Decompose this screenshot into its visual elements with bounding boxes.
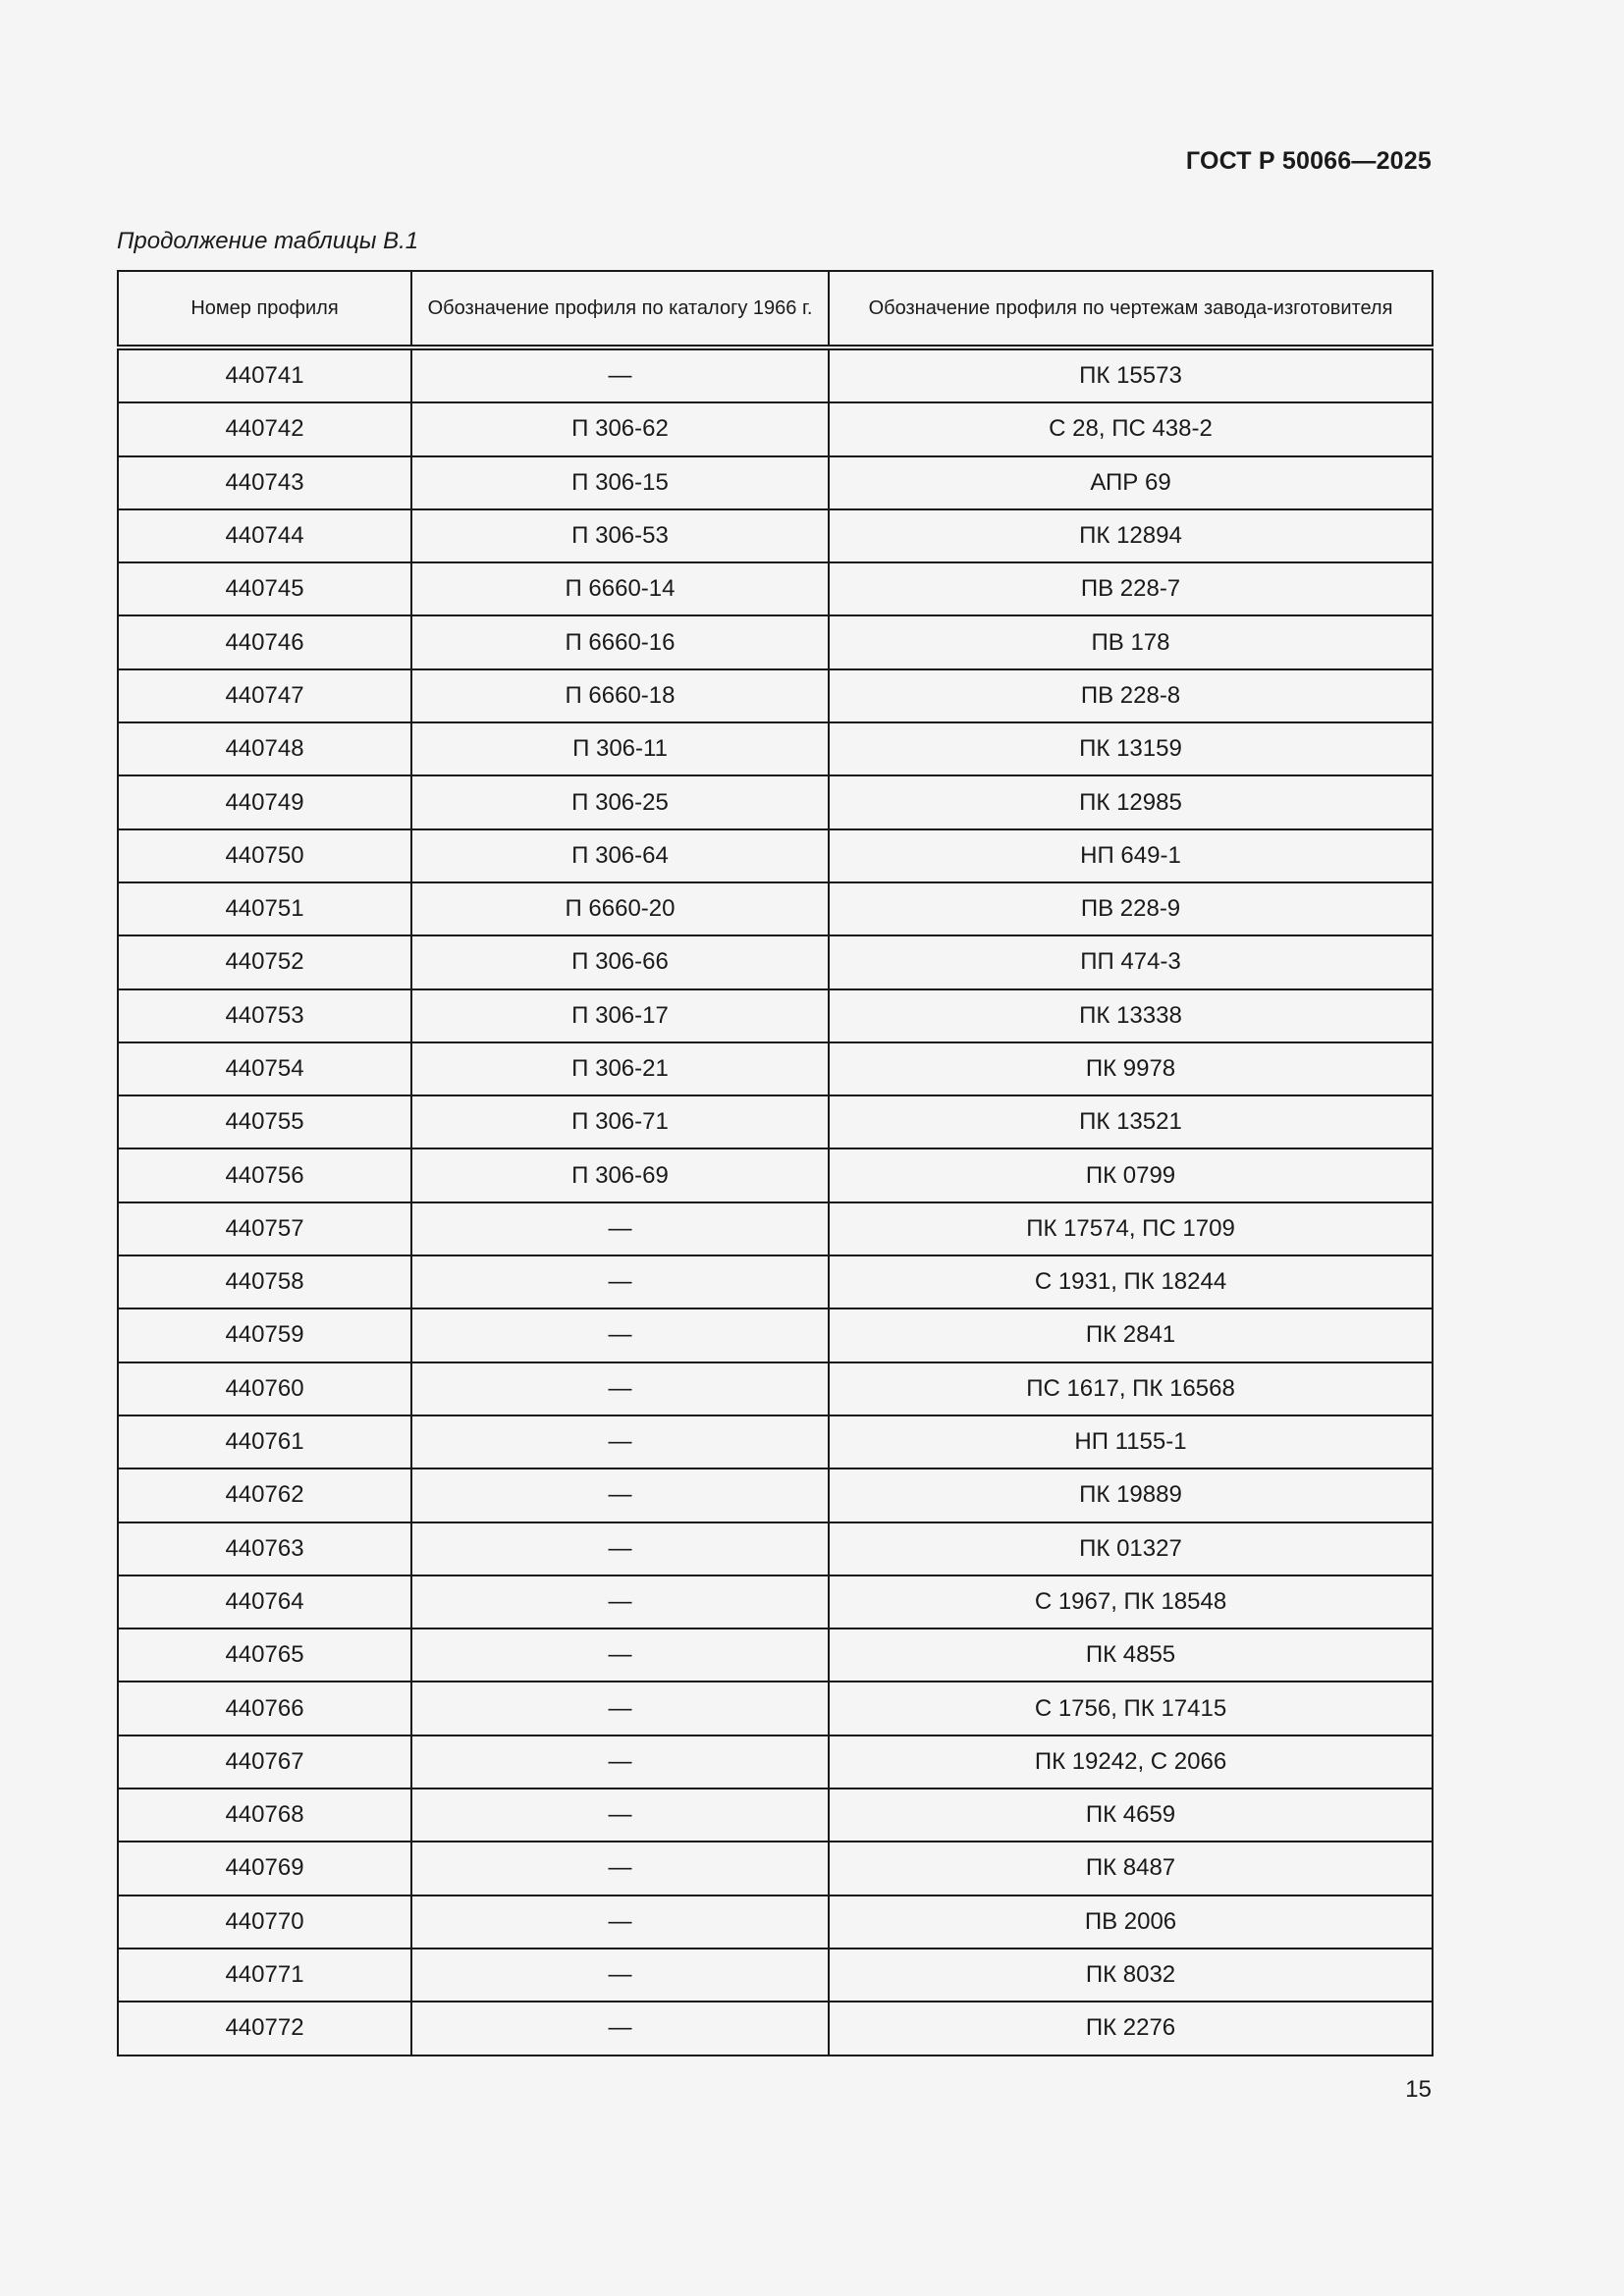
cell-factory-drawing: ПВ 228-7 [829, 562, 1433, 615]
cell-catalog-1966: — [411, 1202, 829, 1255]
cell-catalog-1966: — [411, 1362, 829, 1415]
cell-profile-number: 440759 [118, 1308, 411, 1362]
table-row [118, 1362, 1433, 1415]
cell-profile-number: 440761 [118, 1415, 411, 1468]
cell-factory-drawing: С 1931, ПК 18244 [829, 1255, 1433, 1308]
cell-factory-drawing: ПК 8032 [829, 1949, 1433, 2002]
cell-factory-drawing: НП 1155-1 [829, 1415, 1433, 1468]
cell-catalog-1966: П 306-21 [411, 1042, 829, 1095]
standard-designation: ГОСТ Р 50066—2025 [1185, 147, 1432, 175]
table-row [118, 1308, 1433, 1362]
table-header [118, 271, 1433, 347]
cell-profile-number: 440753 [118, 989, 411, 1042]
cell-profile-number: 440765 [118, 1629, 411, 1682]
cell-factory-drawing: ПК 4855 [829, 1629, 1433, 1682]
table-row [118, 2002, 1433, 2055]
table-row [118, 1148, 1433, 1201]
cell-profile-number: 440769 [118, 1842, 411, 1895]
cell-profile-number: 440770 [118, 1896, 411, 1949]
table-row [118, 1629, 1433, 1682]
cell-catalog-1966: П 306-15 [411, 456, 829, 509]
cell-factory-drawing: ПК 15573 [829, 347, 1433, 402]
table-row [118, 1949, 1433, 2002]
cell-catalog-1966: — [411, 347, 829, 402]
cell-catalog-1966: — [411, 1842, 829, 1895]
table-row [118, 775, 1433, 828]
cell-catalog-1966: — [411, 2002, 829, 2055]
cell-catalog-1966: — [411, 1682, 829, 1735]
cell-catalog-1966: П 306-69 [411, 1148, 829, 1201]
table-row [118, 722, 1433, 775]
table-row [118, 1042, 1433, 1095]
cell-catalog-1966: — [411, 1896, 829, 1949]
cell-factory-drawing: ПК 12894 [829, 509, 1433, 562]
cell-profile-number: 440767 [118, 1735, 411, 1789]
cell-factory-drawing: ПВ 228-8 [829, 669, 1433, 722]
table-row [118, 1255, 1433, 1308]
table-row [118, 456, 1433, 509]
cell-profile-number: 440743 [118, 456, 411, 509]
cell-profile-number: 440756 [118, 1148, 411, 1201]
table-row [118, 1468, 1433, 1522]
cell-profile-number: 440764 [118, 1575, 411, 1629]
cell-profile-number: 440754 [118, 1042, 411, 1095]
table-row [118, 347, 1433, 402]
table-row [118, 882, 1433, 935]
cell-catalog-1966: П 306-64 [411, 829, 829, 882]
cell-factory-drawing: ПК 17574, ПС 1709 [829, 1202, 1433, 1255]
cell-catalog-1966: П 6660-20 [411, 882, 829, 935]
cell-factory-drawing: ПП 474-3 [829, 935, 1433, 988]
cell-profile-number: 440758 [118, 1255, 411, 1308]
cell-catalog-1966: — [411, 1949, 829, 2002]
cell-profile-number: 440757 [118, 1202, 411, 1255]
cell-factory-drawing: ПК 01327 [829, 1522, 1433, 1575]
cell-catalog-1966: — [411, 1255, 829, 1308]
column-header-factory-drawing: Обозначение профиля по чертежам завода-изготовителя [829, 271, 1433, 347]
table-body [118, 347, 1433, 2056]
cell-catalog-1966: П 6660-16 [411, 615, 829, 668]
cell-factory-drawing: ПК 13338 [829, 989, 1433, 1042]
table-row [118, 1789, 1433, 1842]
cell-profile-number: 440749 [118, 775, 411, 828]
cell-catalog-1966: П 306-11 [411, 722, 829, 775]
cell-profile-number: 440766 [118, 1682, 411, 1735]
cell-factory-drawing: С 28, ПС 438-2 [829, 402, 1433, 455]
table-row [118, 829, 1433, 882]
cell-catalog-1966: П 6660-18 [411, 669, 829, 722]
cell-profile-number: 440752 [118, 935, 411, 988]
cell-factory-drawing: АПР 69 [829, 456, 1433, 509]
cell-profile-number: 440751 [118, 882, 411, 935]
cell-profile-number: 440748 [118, 722, 411, 775]
cell-profile-number: 440744 [118, 509, 411, 562]
cell-profile-number: 440763 [118, 1522, 411, 1575]
cell-profile-number: 440768 [118, 1789, 411, 1842]
table-row [118, 1896, 1433, 1949]
cell-catalog-1966: — [411, 1575, 829, 1629]
cell-factory-drawing: ПК 0799 [829, 1148, 1433, 1201]
table-row [118, 509, 1433, 562]
cell-factory-drawing: ПС 1617, ПК 16568 [829, 1362, 1433, 1415]
column-header-catalog-1966: Обозначение профиля по каталогу 1966 г. [411, 271, 829, 347]
cell-factory-drawing: ПВ 228-9 [829, 882, 1433, 935]
cell-catalog-1966: — [411, 1522, 829, 1575]
cell-profile-number: 440745 [118, 562, 411, 615]
cell-factory-drawing: ПК 4659 [829, 1789, 1433, 1842]
cell-profile-number: 440755 [118, 1095, 411, 1148]
cell-catalog-1966: П 6660-14 [411, 562, 829, 615]
cell-factory-drawing: НП 649-1 [829, 829, 1433, 882]
cell-factory-drawing: ПК 13159 [829, 722, 1433, 775]
cell-profile-number: 440762 [118, 1468, 411, 1522]
cell-catalog-1966: — [411, 1629, 829, 1682]
cell-catalog-1966: — [411, 1735, 829, 1789]
table-row [118, 562, 1433, 615]
cell-catalog-1966: — [411, 1415, 829, 1468]
cell-catalog-1966: П 306-71 [411, 1095, 829, 1148]
table-row [118, 935, 1433, 988]
cell-catalog-1966: — [411, 1308, 829, 1362]
table-row [118, 669, 1433, 722]
table-caption: Продолжение таблицы В.1 [117, 228, 419, 254]
table-row [118, 1735, 1433, 1789]
cell-profile-number: 440741 [118, 347, 411, 402]
table-row [118, 1415, 1433, 1468]
cell-profile-number: 440742 [118, 402, 411, 455]
cell-factory-drawing: ПК 9978 [829, 1042, 1433, 1095]
cell-profile-number: 440746 [118, 615, 411, 668]
cell-factory-drawing: ПВ 178 [829, 615, 1433, 668]
table-row [118, 1682, 1433, 1735]
page-number: 15 [1405, 2076, 1432, 2103]
cell-catalog-1966: П 306-25 [411, 775, 829, 828]
cell-catalog-1966: П 306-53 [411, 509, 829, 562]
cell-catalog-1966: П 306-62 [411, 402, 829, 455]
table-row [118, 1522, 1433, 1575]
cell-factory-drawing: ПВ 2006 [829, 1896, 1433, 1949]
table-row [118, 1842, 1433, 1895]
profile-table [117, 270, 1434, 2056]
cell-factory-drawing: ПК 8487 [829, 1842, 1433, 1895]
cell-profile-number: 440747 [118, 669, 411, 722]
cell-factory-drawing: С 1967, ПК 18548 [829, 1575, 1433, 1629]
cell-factory-drawing: ПК 13521 [829, 1095, 1433, 1148]
cell-catalog-1966: — [411, 1468, 829, 1522]
cell-factory-drawing: ПК 12985 [829, 775, 1433, 828]
cell-catalog-1966: — [411, 1789, 829, 1842]
column-header-profile-number: Номер профиля [118, 271, 411, 347]
cell-factory-drawing: ПК 2841 [829, 1308, 1433, 1362]
cell-factory-drawing: С 1756, ПК 17415 [829, 1682, 1433, 1735]
table-row [118, 1575, 1433, 1629]
table-row [118, 989, 1433, 1042]
header-row [118, 271, 1433, 347]
cell-profile-number: 440772 [118, 2002, 411, 2055]
table-row [118, 1095, 1433, 1148]
cell-catalog-1966: П 306-17 [411, 989, 829, 1042]
table-row [118, 615, 1433, 668]
cell-profile-number: 440750 [118, 829, 411, 882]
table-row [118, 1202, 1433, 1255]
cell-catalog-1966: П 306-66 [411, 935, 829, 988]
cell-factory-drawing: ПК 2276 [829, 2002, 1433, 2055]
cell-profile-number: 440771 [118, 1949, 411, 2002]
cell-factory-drawing: ПК 19242, С 2066 [829, 1735, 1433, 1789]
table-row [118, 402, 1433, 455]
cell-profile-number: 440760 [118, 1362, 411, 1415]
cell-factory-drawing: ПК 19889 [829, 1468, 1433, 1522]
